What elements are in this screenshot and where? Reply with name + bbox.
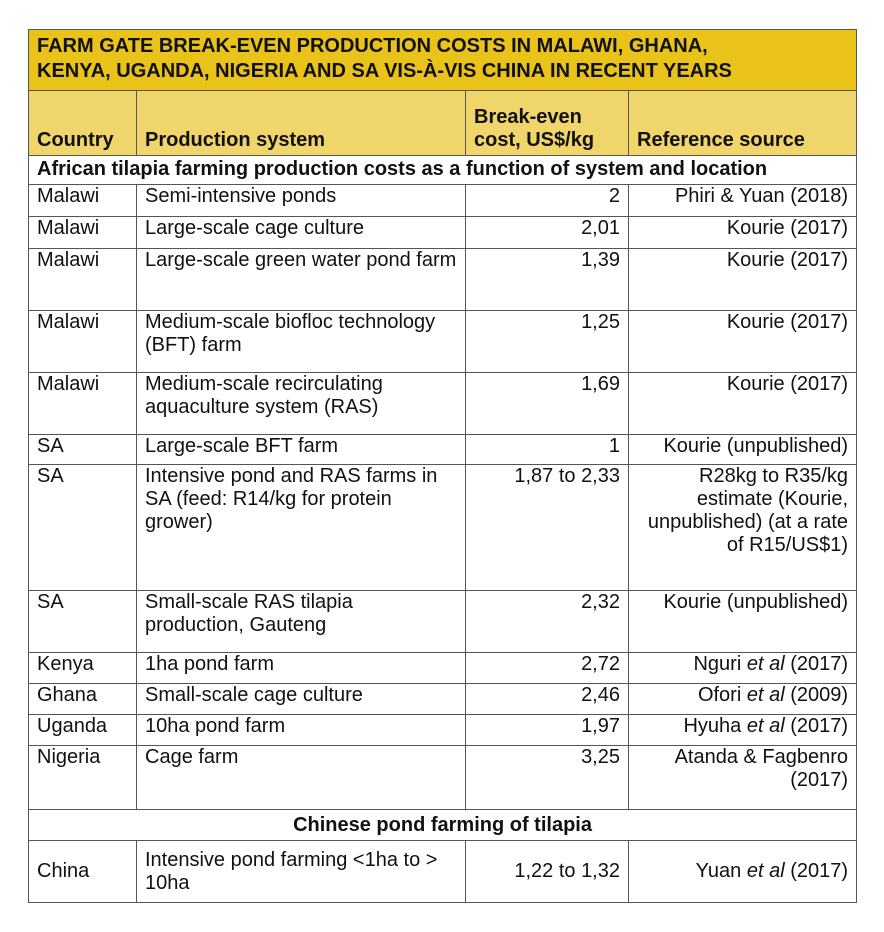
- cell-cost: 2,72: [466, 653, 629, 684]
- header-cost-line-1: Break-even: [474, 106, 582, 128]
- cell-reference: [629, 715, 857, 746]
- header-reference: Reference source: [629, 91, 857, 156]
- cell-reference: [629, 684, 857, 715]
- cell-system: Small-scale RAS tilapia production, Gauteng: [137, 591, 466, 653]
- cell-cost: 1,22 to 1,32: [466, 841, 629, 903]
- cell-cost: 1,87 to 2,33: [466, 465, 629, 591]
- cell-country: Malawi: [29, 185, 137, 217]
- cell-system: 1ha pond farm: [137, 653, 466, 684]
- table-row: [29, 841, 857, 903]
- cell-cost: 1: [466, 435, 629, 465]
- cell-country: Ghana: [29, 684, 137, 715]
- table-row: [29, 435, 857, 465]
- cell-reference: Kourie (unpublished): [629, 435, 857, 465]
- ref-author: Ofori: [697, 684, 742, 706]
- ref-et-al: et al: [746, 684, 785, 706]
- section-header-africa: [29, 156, 857, 185]
- cell-cost: 1,25: [466, 311, 629, 373]
- break-even-cost-table: [28, 29, 856, 903]
- cell-reference: Atanda & Fagbenro (2017): [629, 746, 857, 810]
- ref-et-al: et al: [746, 860, 785, 882]
- section-label: Chinese pond farming of tilapia: [29, 810, 857, 841]
- cell-cost: 1,39: [466, 249, 629, 311]
- title-line-1: FARM GATE BREAK-EVEN PRODUCTION COSTS IN MALAWI, GHANA,: [37, 35, 708, 57]
- cell-reference: Kourie (2017): [629, 311, 857, 373]
- table-row: [29, 591, 857, 653]
- cell-cost: 2: [466, 185, 629, 217]
- cell-country: Nigeria: [29, 746, 137, 810]
- cell-system: Large-scale BFT farm: [137, 435, 466, 465]
- section-label: African tilapia farming production costs as a function of system and location: [29, 156, 857, 185]
- data-table: [28, 29, 857, 903]
- cell-country: China: [29, 841, 137, 903]
- cell-cost: 1,69: [466, 373, 629, 435]
- table-row: [29, 715, 857, 746]
- cell-country: Malawi: [29, 373, 137, 435]
- ref-author: Hyuha: [683, 715, 742, 737]
- cell-reference: [629, 653, 857, 684]
- table-row: [29, 185, 857, 217]
- ref-et-al: et al: [746, 653, 785, 675]
- cell-country: SA: [29, 465, 137, 591]
- cell-cost: 2,32: [466, 591, 629, 653]
- cell-system: Medium-scale recirculating aquaculture system (RAS): [137, 373, 466, 435]
- title-line-2: KENYA, UGANDA, NIGERIA AND SA VIS-À-VIS CHINA IN RECENT YEARS: [37, 60, 732, 82]
- cell-reference: Kourie (2017): [629, 217, 857, 249]
- cell-country: Malawi: [29, 217, 137, 249]
- cell-system: Semi-intensive ponds: [137, 185, 466, 217]
- section-header-china: [29, 810, 857, 841]
- ref-year: (2009): [790, 684, 849, 706]
- cell-cost: 3,25: [466, 746, 629, 810]
- cell-reference: [629, 841, 857, 903]
- cell-cost: 2,01: [466, 217, 629, 249]
- cell-system: Intensive pond farming <1ha to > 10ha: [137, 841, 466, 903]
- cell-system: 10ha pond farm: [137, 715, 466, 746]
- header-cost-line-2: cost, US$/kg: [474, 129, 595, 151]
- ref-year: (2017): [790, 715, 849, 737]
- header-system: Production system: [137, 91, 466, 156]
- cell-country: SA: [29, 435, 137, 465]
- ref-author: Nguri: [693, 653, 742, 675]
- cell-system: Intensive pond and RAS farms in SA (feed: R14/kg for protein grower): [137, 465, 466, 591]
- table-row: [29, 465, 857, 591]
- cell-cost: 2,46: [466, 684, 629, 715]
- cell-reference: R28kg to R35/kg estimate (Kourie, unpublished) (at a rate of R15/US$1): [629, 465, 857, 591]
- cell-system: Cage farm: [137, 746, 466, 810]
- cell-country: Uganda: [29, 715, 137, 746]
- ref-author: Yuan: [695, 860, 742, 882]
- ref-et-al: et al: [746, 715, 785, 737]
- table-row: [29, 311, 857, 373]
- table-row: [29, 684, 857, 715]
- cell-country: Malawi: [29, 311, 137, 373]
- cell-country: SA: [29, 591, 137, 653]
- cell-country: Kenya: [29, 653, 137, 684]
- table-row: [29, 249, 857, 311]
- header-country: Country: [29, 91, 137, 156]
- table-row: [29, 746, 857, 810]
- ref-year: (2017): [790, 860, 849, 882]
- cell-cost: 1,97: [466, 715, 629, 746]
- table-title: [29, 30, 857, 91]
- table-row: [29, 653, 857, 684]
- cell-system: Small-scale cage culture: [137, 684, 466, 715]
- table-row: [29, 217, 857, 249]
- cell-reference: Kourie (unpublished): [629, 591, 857, 653]
- table-row: [29, 373, 857, 435]
- cell-system: Medium-scale biofloc technology (BFT) farm: [137, 311, 466, 373]
- cell-reference: Kourie (2017): [629, 373, 857, 435]
- cell-reference: Kourie (2017): [629, 249, 857, 311]
- cell-system: Large-scale green water pond farm: [137, 249, 466, 311]
- ref-year: (2017): [790, 653, 849, 675]
- cell-country: Malawi: [29, 249, 137, 311]
- cell-reference: Phiri & Yuan (2018): [629, 185, 857, 217]
- cell-system: Large-scale cage culture: [137, 217, 466, 249]
- header-cost: [466, 91, 629, 156]
- header-row: [29, 91, 857, 156]
